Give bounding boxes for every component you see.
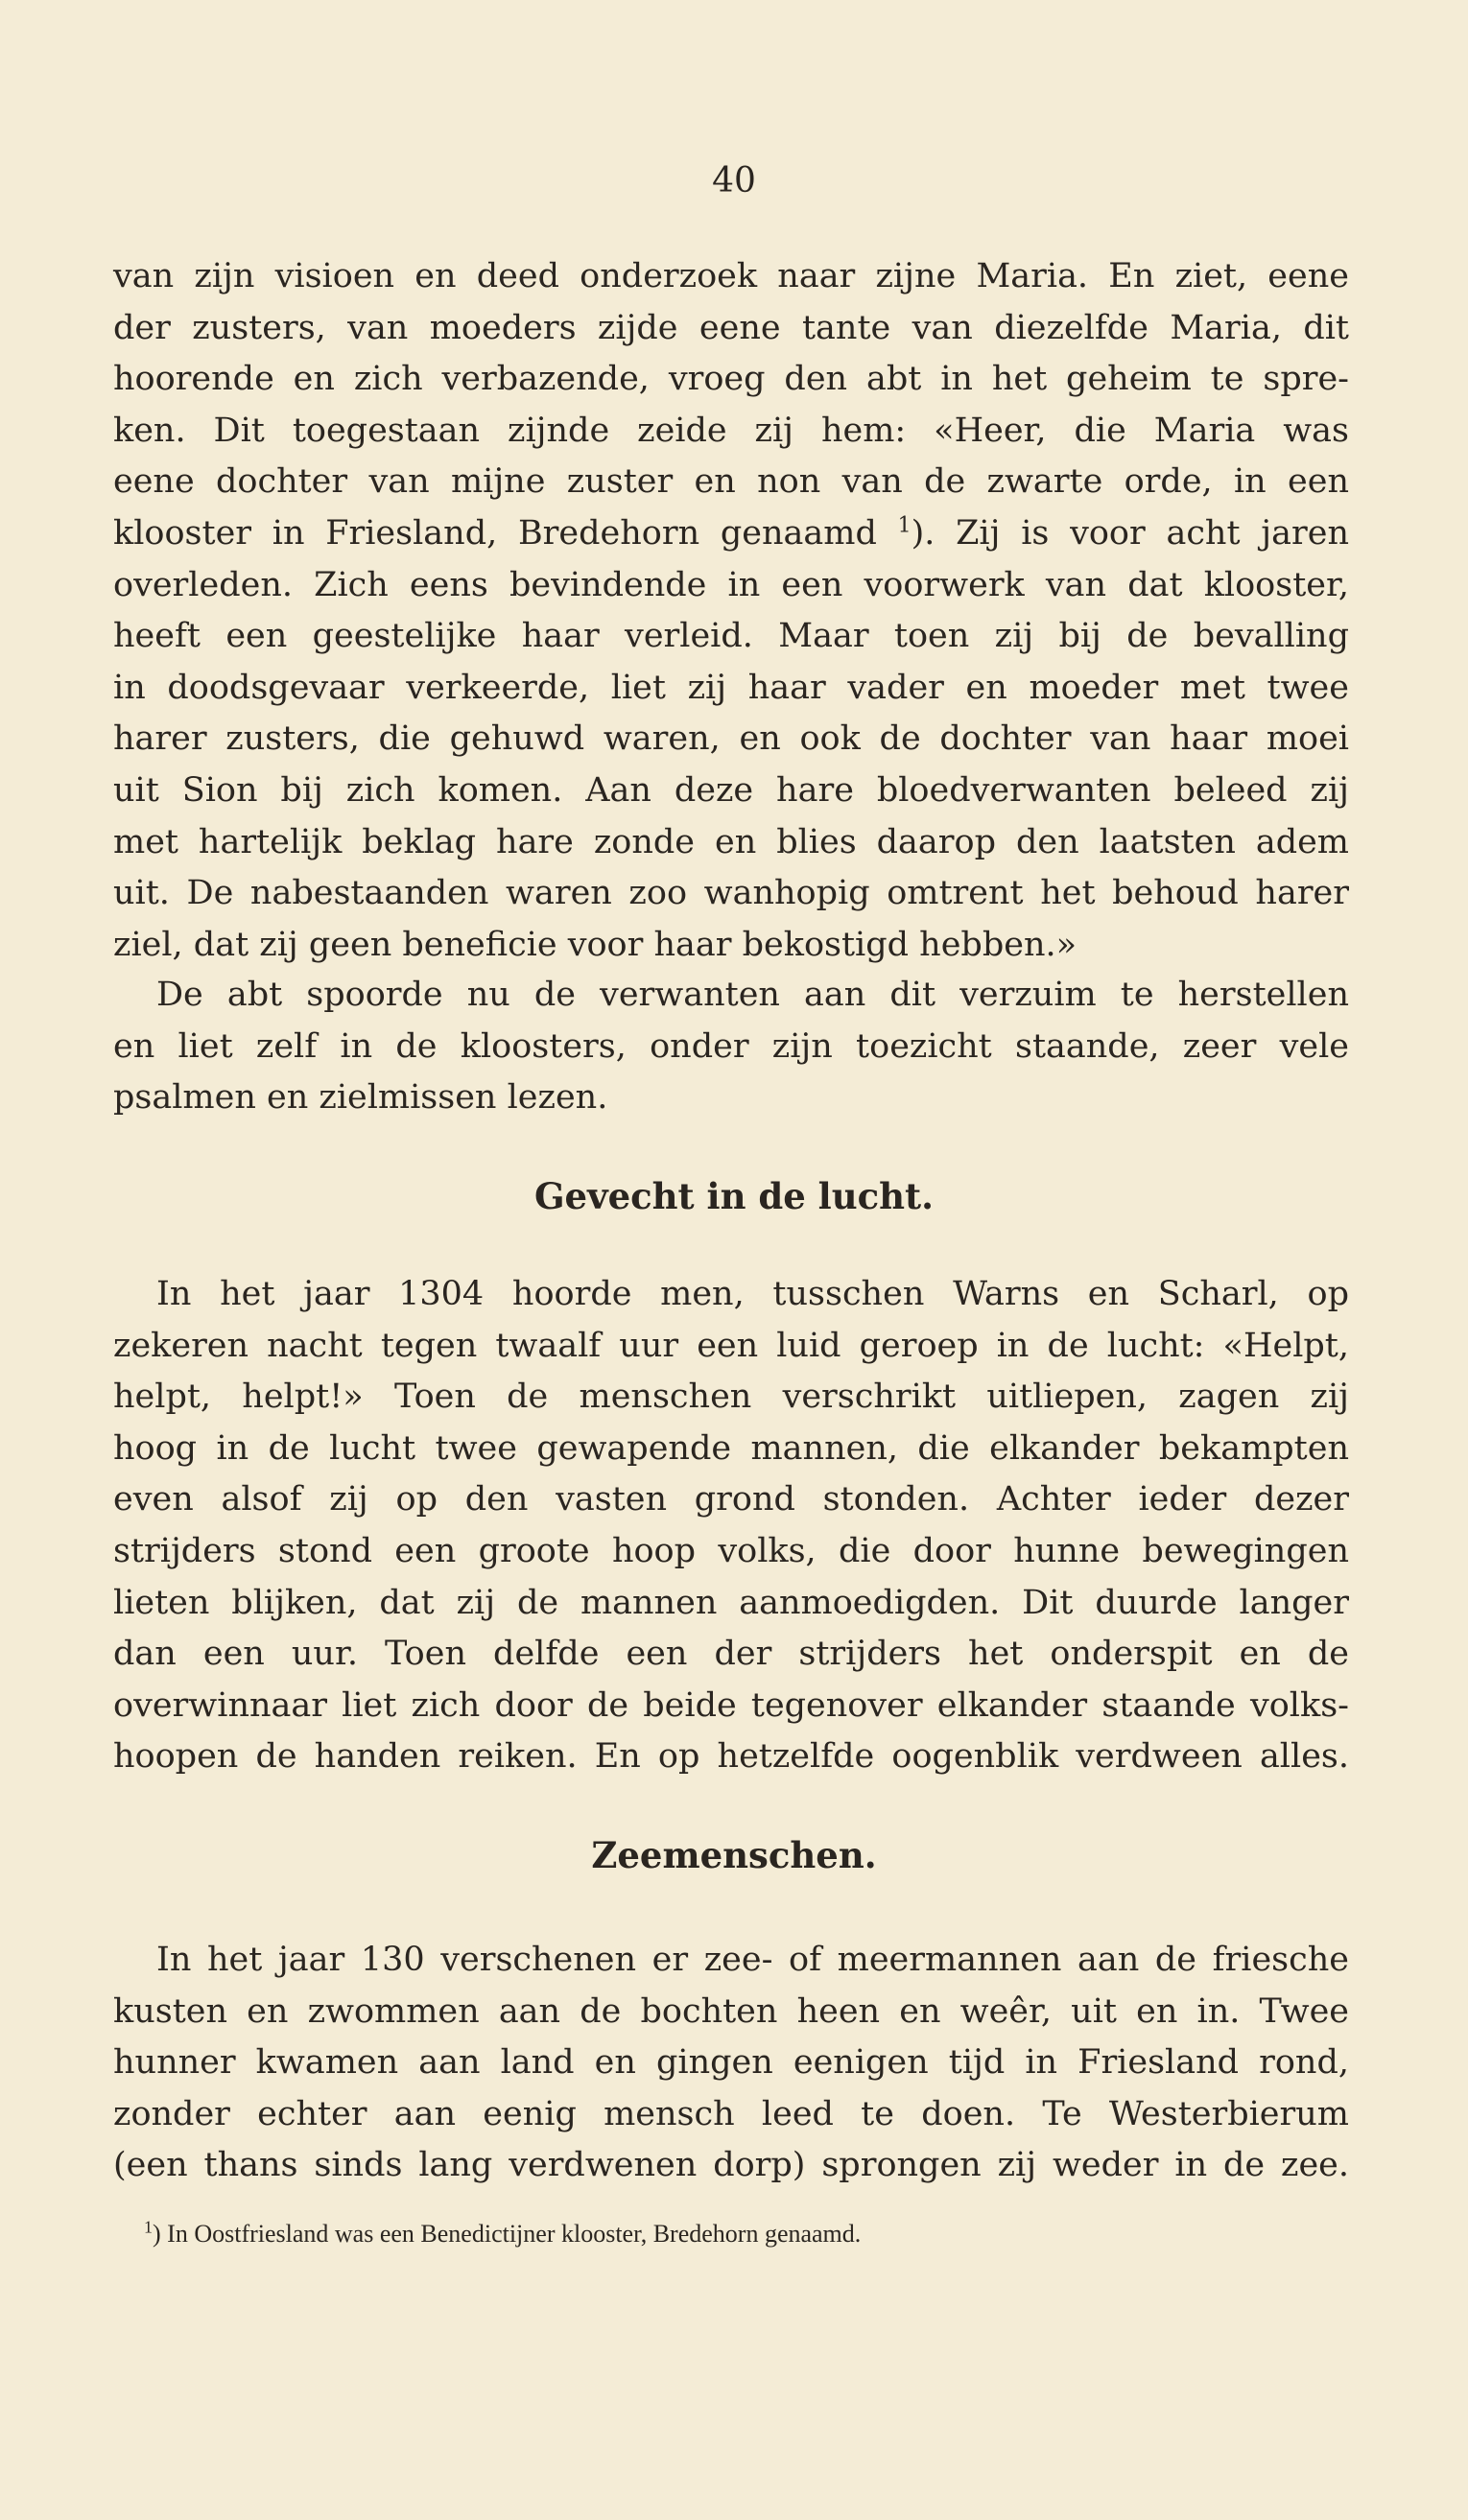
text-line: De abt spoorde nu de verwanten aan dit verzuim te herstellen xyxy=(156,976,1349,1014)
text-line: helpt, helpt!» Toen de menschen verschrikt uitliepen, zagen zij xyxy=(113,1378,1349,1417)
text-line: van zijn visioen en deed onderzoek naar zijne Maria. En ziet, eene xyxy=(113,257,1349,295)
text-line: uit Sion bij zich komen. Aan deze hare bloedverwanten beleed zij xyxy=(113,770,1349,810)
text-line: der zusters, van moeders zijde eene tante van diezelfde Maria, dit xyxy=(113,308,1349,347)
text-line: ken. Dit toegestaan zijnde zeide zij hem: «Heer, die Maria was xyxy=(113,411,1349,450)
text-line: uit. De nabestaanden waren zoo wanhopig omtrent het behoud harer xyxy=(113,874,1349,913)
text-line: harer zusters, die gehuwd waren, en ook de dochter van haar moei xyxy=(113,719,1349,759)
text-line: zonder echter aan eenig mensch leed te doen. Te Westerbierum xyxy=(113,2094,1349,2133)
text-line: hoopen de handen reiken. En op hetzelfde oogenblik verdween alles. xyxy=(113,1737,1349,1777)
paragraph-zeemenschen xyxy=(113,1935,1349,2192)
footnote-marker: 1 xyxy=(144,2217,153,2237)
text-fragment: klooster in Friesland, Bredehorn genaamd xyxy=(113,513,877,553)
text-fragment: ). Zij is voor acht jaren xyxy=(911,513,1349,553)
text-line: lieten blijken, dat zij de mannen aanmoedigden. Dit duurde langer xyxy=(113,1583,1349,1622)
text-line: zekeren nacht tegen twaalf uur een luid geroep in de lucht: «Helpt, xyxy=(113,1326,1349,1365)
text-line: even alsof zij op den vasten grond stonden. Achter ieder dezer xyxy=(113,1480,1349,1519)
section-heading-gevecht: Gevecht in de lucht. xyxy=(533,1175,935,1217)
footnote-marker-close: ) xyxy=(153,2220,161,2248)
text-line: heeft een geestelijke haar verleid. Maar toen zij bij de bevalling xyxy=(113,617,1349,656)
text-line: dan een uur. Toen delfde een der strijders het onderspit en de xyxy=(113,1635,1349,1674)
text-line: hunner kwamen aan land en gingen eenigen tijd in Friesland rond, xyxy=(113,2043,1349,2083)
paragraph-gevecht xyxy=(113,1269,1349,1783)
text-line: eene dochter van mijne zuster en non van de zwarte orde, in een xyxy=(113,462,1349,502)
text-line: hoog in de lucht twee gewapende mannen, die elkander bekampten xyxy=(113,1428,1349,1468)
paragraph-maria xyxy=(113,251,1349,971)
text-line: overwinnaar liet zich door de beide tegenover elkander staande volks- xyxy=(113,1685,1349,1725)
page-number: 40 xyxy=(712,161,756,200)
footnote-reference[interactable]: 1 xyxy=(897,513,912,538)
paragraph-abt xyxy=(113,970,1349,1124)
section-heading-zeemenschen: Zeemenschen. xyxy=(591,1834,877,1876)
text-line: (een thans sinds lang verdwenen dorp) sprongen zij weder in de zee. xyxy=(113,2146,1349,2185)
text-line: strijders stond een groote hoop volks, die door hunne bewegingen xyxy=(113,1531,1349,1570)
text-line: In het jaar 130 verschenen er zee- of meermannen aan de friesche xyxy=(156,1941,1349,1979)
footnote xyxy=(144,2218,861,2250)
text-line: kusten en zwommen aan de bochten heen en weêr, uit en in. Twee xyxy=(113,1991,1349,2031)
text-line: hoorende en zich verbazende, vroeg den abt in het geheim te spre- xyxy=(113,360,1349,399)
text-line: psalmen en zielmissen lezen. xyxy=(113,1078,608,1118)
text-line: met hartelijk beklag hare zonde en blies daarop den laatsten adem xyxy=(113,822,1349,861)
text-line: In het jaar 1304 hoorde men, tusschen Warns en Scharl, op xyxy=(156,1275,1349,1313)
text-line: en liet zelf in de kloosters, onder zijn toezicht staande, zeer vele xyxy=(113,1026,1349,1066)
text-line: overleden. Zich eens bevindende in een voorwerk van dat klooster, xyxy=(113,565,1349,604)
footnote-text: In Oostfriesland was een Benedictijner klooster, Bredehorn genaamd. xyxy=(167,2220,862,2248)
text-line: in doodsgevaar verkeerde, liet zij haar vader en moeder met twee xyxy=(113,668,1349,707)
text-line-with-footnote xyxy=(113,508,1349,560)
text-line: ziel, dat zij geen beneficie voor haar bekostigd hebben.» xyxy=(113,925,1077,964)
